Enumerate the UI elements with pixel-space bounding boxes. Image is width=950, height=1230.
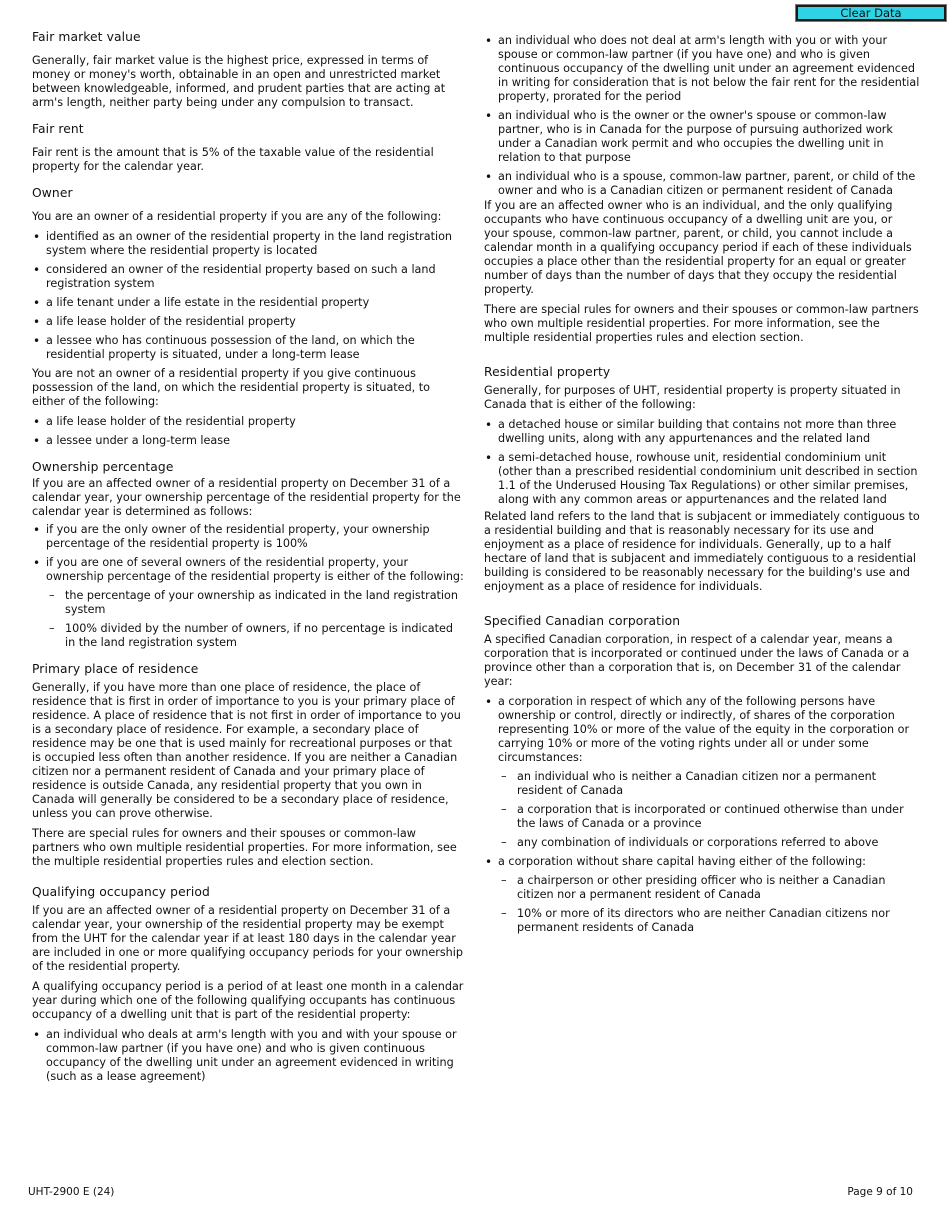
ownership-percentage-sublist [46,589,464,650]
specified-corporation-sublist-2 [498,874,920,935]
qualifying-occupancy-definition: A qualifying occupancy period is a period of at least one month in a calendar year during which one of the following qualifying occupants has continuous occupancy of a dwelling unit that is part of the residential property: [32,980,464,1021]
list-item: • a life tenant under a life estate in the residential property [32,296,464,310]
qualifying-occupants-list-continued [484,34,920,198]
heading-fair-rent: Fair rent [32,122,84,136]
primary-residence-note: There are special rules for owners and their spouses or common-law partners who own multiple residential properties. For more information, see the multiple residential properties rules and election section. [32,827,457,868]
not-owner-intro: You are not an owner of a residential property if you give continuous possession of the land, on which the residential property is situated, to either of the following: [32,367,431,408]
heading-ownership-percentage: Ownership percentage [32,460,174,474]
list-item: • a life lease holder of the residential property [32,315,464,329]
list-item [32,523,464,551]
left-column [32,30,464,1096]
residential-property-intro: Generally, for purposes of UHT, residential property is property situated in Canada that is either of the following: [484,384,901,411]
section-primary-residence [32,662,464,869]
heading-qualifying-occupancy: Qualifying occupancy period [32,885,210,899]
form-identifier: UHT-2900 E (24) [28,1186,115,1198]
list-item-text: if you are the only owner of the residential property, your ownership percentage of the residential property is 100% [46,523,430,550]
heading-specified-canadian-corporation: Specified Canadian corporation [484,614,681,628]
list-item: • a semi-detached house, rowhouse unit, residential condominium unit (other than a prescribed residential condominium unit described in section 1.1 of the Underused Housing Tax Regulations) or other similar premises, along with any common areas or appurtenances and the related land [484,451,920,507]
not-owner-list [32,415,464,448]
specified-corporation-intro: A specified Canadian corporation, in respect of a calendar year, means a corporation that is incorporated or continued under the laws of Canada or a province other than a corporation that is, on December 31 of the calendar year: [484,633,910,688]
fair-market-value-text: Generally, fair market value is the highest price, expressed in terms of money or money's worth, obtainable in an open and unrestricted market between knowledgeable, informed, and prudent parties that are acting at arm's length, neither party being under any compulsion to transact. [32,54,446,109]
heading-residential-property: Residential property [484,365,611,379]
list-item: • an individual who deals at arm's length with you and with your spouse or common-law partner (if you have one) and who is given continuous occupancy of the dwelling unit under an agreement evidenced in writing (such as a lease agreement) [32,1028,464,1084]
list-item: • a lessee under a long-term lease [32,434,464,448]
sub-list-item: – 100% divided by the number of owners, if no percentage is indicated in the land registration system [46,622,464,650]
list-item [484,855,920,935]
section-owner [32,186,464,448]
ownership-percentage-list [32,523,464,650]
list-item [484,695,920,850]
section-qualifying-occupancy-continued [484,34,920,345]
list-item: • considered an owner of the residential property based on such a land registration system [32,263,464,291]
clear-data-button[interactable]: Clear Data [796,5,946,21]
list-item: • identified as an owner of the residential property in the land registration system where the residential property is located [32,230,464,258]
heading-fair-market-value: Fair market value [32,30,141,44]
list-item-text: if you are one of several owners of the residential property, your ownership percentage of the residential property is either of the following: [46,556,464,583]
list-item: • a detached house or similar building that contains not more than three dwelling units, along with any appurtenances and the related land [484,418,920,446]
sub-list-item: – 10% or more of its directors who are neither Canadian citizens nor permanent residents of Canada [498,907,920,935]
qualifying-occupancy-note: There are special rules for owners and their spouses or common-law partners who own multiple residential properties. For more information, see the multiple residential properties rules and election section. [484,303,919,344]
primary-residence-text: Generally, if you have more than one place of residence, the place of residence that is first in order of importance to you is your primary place of residence. A place of residence that is not first in order of importance to you is a secondary place of residence. For example, a secondary place of residence may be one that is used mainly for recreational purposes or that is occupied less often than another residence. If you are neither a Canadian citizen nor a permanent resident of Canada and your primary place of residence is outside Canada, any residential property that you own in Canada will generally be considered to be a secondary place of residence, unless you can prove otherwise. [32,681,461,820]
sub-list-item: – the percentage of your ownership as indicated in the land registration system [46,589,464,617]
fair-rent-text: Fair rent is the amount that is 5% of the taxable value of the residential property for the calendar year. [32,146,434,173]
right-column [484,34,920,947]
page-number: Page 9 of 10 [847,1186,913,1198]
list-item-text: a corporation in respect of which any of the following persons have ownership or control, directly or indirectly, of shares of the corporation representing 10% or more of the value of the equity in the corporation or carrying 10% or more of the voting rights under all or under some circumstances: [498,695,910,764]
list-item [32,556,464,650]
specified-corporation-sublist-1 [498,770,920,850]
list-item: • an individual who is a spouse, common-law partner, parent, or child of the owner and who is a Canadian citizen or permanent resident of Canada [484,170,920,198]
owner-list [32,230,464,362]
sub-list-item: – any combination of individuals or corporations referred to above [498,836,920,850]
section-ownership-percentage [32,460,464,650]
qualifying-occupants-list [32,1028,464,1084]
sub-list-item: – a corporation that is incorporated or continued otherwise than under the laws of Canada or a province [498,803,920,831]
section-residential-property [484,365,920,594]
heading-primary-residence: Primary place of residence [32,662,199,676]
sub-list-item: – a chairperson or other presiding officer who is neither a Canadian citizen nor a permanent resident of Canada [498,874,920,902]
residential-property-list [484,418,920,507]
section-fair-market-value [32,30,464,110]
qualifying-occupancy-text: If you are an affected owner of a residential property on December 31 of a calendar year, your ownership of the residential property may be exempt from the UHT for the calendar year if at least 180 days in the calendar year are included in one or more qualifying occupancy periods for your ownership of the residential property. [32,904,463,973]
section-qualifying-occupancy [32,885,464,1084]
sub-list-item: – an individual who is neither a Canadian citizen nor a permanent resident of Canada [498,770,920,798]
list-item-text: a corporation without share capital having either of the following: [498,855,866,868]
qualifying-occupancy-individual-rule: If you are an affected owner who is an individual, and the only qualifying occupants who have continuous occupancy of a dwelling unit are you, or your spouse, common-law partner, parent, or child, you cannot include a calendar month in a qualifying occupancy period if each of these individuals occupies a place other than the residential property for an equal or greater number of days than the number of days that they occupy the residential property. [484,199,912,296]
list-item: • a lessee who has continuous possession of the land, on which the residential property is situated, under a long-term lease [32,334,464,362]
owner-intro: You are an owner of a residential property if you are any of the following: [32,210,442,223]
related-land-text: Related land refers to the land that is subjacent or immediately contiguous to a residential building and that is reasonably necessary for its use and enjoyment as a place of residence for individuals. Generally, up to a half hectare of land that is subjacent and immediately contiguous to a residential building is considered to be reasonably necessary for the building's use and enjoyment as a place of residence for individuals. [484,510,920,593]
ownership-percentage-intro: If you are an affected owner of a residential property on December 31 of a calendar year, your ownership percentage of the residential property for the calendar year is determined as follows: [32,477,461,518]
heading-owner: Owner [32,186,73,200]
section-specified-canadian-corporation [484,614,920,935]
section-fair-rent [32,122,464,174]
list-item: • an individual who does not deal at arm's length with you or with your spouse or common-law partner (if you have one) and who is given continuous occupancy of the dwelling unit under an agreement evidenced in writing for consideration that is not below the fair rent for the residential property, prorated for the period [484,34,920,104]
specified-corporation-list [484,695,920,935]
list-item: • an individual who is the owner or the owner's spouse or common-law partner, who is in Canada for the purpose of pursuing authorized work under a Canadian work permit and who occupies the dwelling unit in relation to that purpose [484,109,920,165]
list-item: • a life lease holder of the residential property [32,415,464,429]
